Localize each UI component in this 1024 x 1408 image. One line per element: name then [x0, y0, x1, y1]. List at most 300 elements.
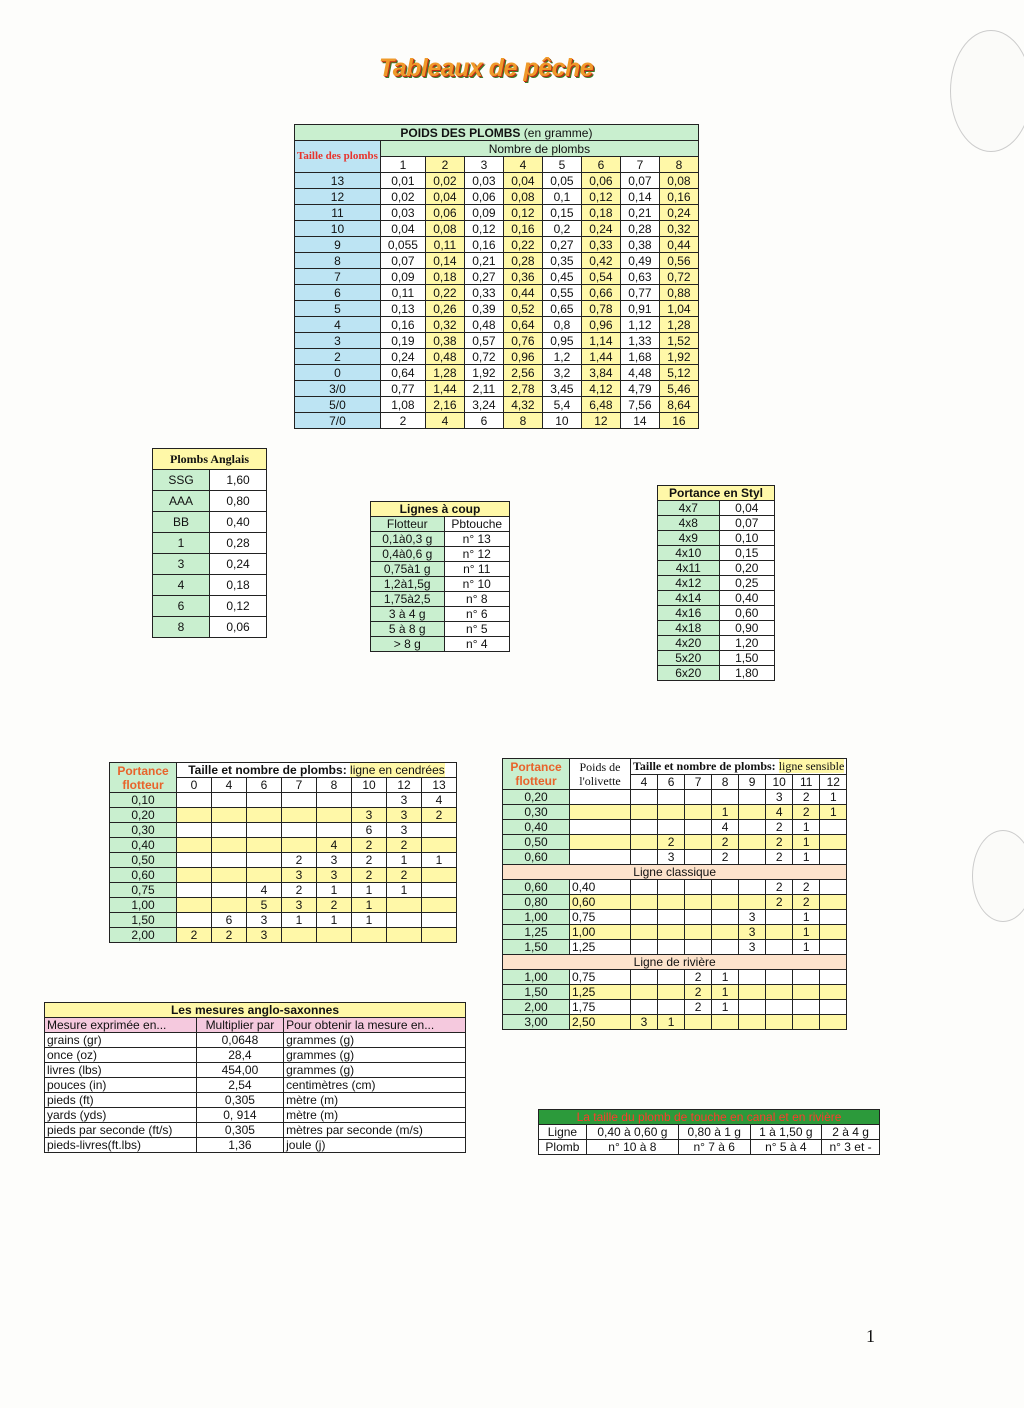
mesure-unit: pieds par seconde (ft/s): [45, 1123, 197, 1138]
sensible-value: [658, 940, 685, 955]
styl-size: 4x9: [658, 531, 720, 546]
coup-pbtouche: n° 8: [444, 592, 509, 607]
poids-value: 0,76: [503, 333, 542, 349]
poids-value: 0,11: [380, 285, 425, 301]
sensible-value: [712, 790, 739, 805]
sensible-value: [739, 790, 766, 805]
sensible-olivette: [570, 805, 631, 820]
cendrees-value: 1: [422, 853, 457, 868]
touche-plomb-value: n° 3 et -: [822, 1140, 880, 1155]
coup-row: [371, 637, 510, 652]
poids-value: 1,28: [425, 365, 464, 381]
poids-value: 0,64: [503, 317, 542, 333]
cendrees-portance: 0,20: [110, 808, 177, 823]
mesures-title: Les mesures anglo-saxonnes: [45, 1003, 466, 1018]
sensible-value: [766, 940, 793, 955]
sensible-portance: 0,60: [503, 850, 570, 865]
poids-row: [295, 173, 699, 189]
poids-value: 0,22: [503, 237, 542, 253]
anglais-title: Plombs Anglais: [153, 449, 267, 470]
poids-value: 0,14: [620, 189, 659, 205]
coup-pbtouche: n° 11: [444, 562, 509, 577]
poids-value: 7,56: [620, 397, 659, 413]
cendrees-table: [109, 762, 457, 943]
cendrees-value: 2: [317, 898, 352, 913]
poids-value: 0,16: [659, 189, 698, 205]
anglais-row: [153, 533, 267, 554]
poids-row: [295, 237, 699, 253]
poids-value: 1,33: [620, 333, 659, 349]
cendrees-value: [177, 823, 212, 838]
poids-value: 0,78: [581, 301, 620, 317]
plomb-size: 7/0: [295, 413, 381, 429]
poids-row: [295, 333, 699, 349]
cendrees-value: [247, 808, 282, 823]
cendrees-value: [422, 868, 457, 883]
sensible-value: 1: [820, 805, 847, 820]
mesure-factor: 2,54: [196, 1078, 283, 1093]
sensible-portance: 0,50: [503, 835, 570, 850]
sensible-portance: 2,00: [503, 1000, 570, 1015]
sensible-value: 1: [712, 1000, 739, 1015]
mesure-factor: 454,00: [196, 1063, 283, 1078]
styl-size: 4x18: [658, 621, 720, 636]
cendrees-value: [422, 883, 457, 898]
poids-value: 0,39: [464, 301, 503, 317]
mesures-header-0: Mesure exprimée en...: [45, 1018, 197, 1033]
cendrees-portance: 0,75: [110, 883, 177, 898]
cendrees-value: 3: [387, 808, 422, 823]
sensible-value: [712, 1015, 739, 1030]
poids-row: [295, 189, 699, 205]
cendrees-portance: 0,60: [110, 868, 177, 883]
cendrees-value: [247, 853, 282, 868]
cendrees-value: [177, 898, 212, 913]
cendrees-value: 2: [352, 838, 387, 853]
cendrees-value: 3: [387, 823, 422, 838]
sensible-value: [712, 880, 739, 895]
poids-value: 0,03: [464, 173, 503, 189]
poids-row: [295, 253, 699, 269]
sensible-value: [739, 820, 766, 835]
anglais-weight: 0,28: [210, 533, 267, 554]
sensible-value: [739, 880, 766, 895]
poids-value: 0,06: [425, 205, 464, 221]
section-ligne-riviere: Ligne de rivière: [503, 955, 847, 970]
cendrees-row: [110, 868, 457, 883]
sensible-value: 3: [766, 790, 793, 805]
cendrees-value: [282, 838, 317, 853]
sensible-value: [739, 985, 766, 1000]
sensible-value: [685, 835, 712, 850]
cendrees-value: [177, 913, 212, 928]
cendrees-col-header: 6: [247, 778, 282, 793]
sensible-value: [739, 850, 766, 865]
sensible-value: [820, 970, 847, 985]
poids-value: 0,66: [581, 285, 620, 301]
sensible-olivette: 0,40: [570, 880, 631, 895]
cendrees-value: 3: [282, 898, 317, 913]
sensible-value: [820, 925, 847, 940]
cendrees-value: [387, 913, 422, 928]
styl-size: 4x20: [658, 636, 720, 651]
mesure-unit: pieds (ft): [45, 1093, 197, 1108]
sensible-row: [503, 1015, 847, 1030]
sensible-olivette: [570, 820, 631, 835]
cendrees-row: [110, 793, 457, 808]
sensible-value: [820, 1015, 847, 1030]
sensible-value: 2: [793, 880, 820, 895]
cendrees-row: [110, 823, 457, 838]
poids-value: 3,24: [464, 397, 503, 413]
sensible-value: [631, 790, 658, 805]
anglais-size: 1: [153, 533, 210, 554]
anglais-row: [153, 575, 267, 596]
sensible-value: [712, 895, 739, 910]
sensible-value: 2: [685, 970, 712, 985]
styl-row: [658, 621, 775, 636]
sensible-portance: 0,60: [503, 880, 570, 895]
styl-value: 0,60: [719, 606, 774, 621]
poids-value: 0,08: [659, 173, 698, 189]
plomb-size: 8: [295, 253, 381, 269]
poids-value: 0,95: [542, 333, 581, 349]
sensible-value: [712, 910, 739, 925]
sensible-value: [658, 970, 685, 985]
styl-size: 4x8: [658, 516, 720, 531]
mesure-target: joule (j): [284, 1138, 466, 1153]
poids-value: 0,49: [620, 253, 659, 269]
scan-margin-mark: [950, 30, 1024, 152]
count-header: 7: [620, 157, 659, 173]
poids-value: 0,64: [380, 365, 425, 381]
sensible-value: [820, 835, 847, 850]
styl-row: [658, 576, 775, 591]
poids-value: 0,02: [425, 173, 464, 189]
sensible-portance: 1,00: [503, 910, 570, 925]
styl-row: [658, 636, 775, 651]
sensible-value: [820, 985, 847, 1000]
poids-value: 0,33: [464, 285, 503, 301]
coup-pbtouche: n° 12: [444, 547, 509, 562]
poids-value: 3,2: [542, 365, 581, 381]
coup-flotteur: > 8 g: [371, 637, 445, 652]
sensible-corner: Portance flotteur: [503, 759, 570, 790]
mesures-row: [45, 1138, 466, 1153]
sensible-value: [820, 895, 847, 910]
poids-value: 0,02: [380, 189, 425, 205]
cendrees-value: [212, 898, 247, 913]
sensible-value: 2: [766, 850, 793, 865]
sensible-value: [631, 925, 658, 940]
sensible-value: [631, 985, 658, 1000]
anglais-size: SSG: [153, 470, 210, 491]
sensible-value: [685, 895, 712, 910]
styl-size: 4x11: [658, 561, 720, 576]
poids-title: POIDS DES PLOMBS (en gramme): [295, 125, 699, 141]
coup-flotteur: 0,4à0,6 g: [371, 547, 445, 562]
cendrees-value: 2: [387, 838, 422, 853]
styl-value: 0,07: [719, 516, 774, 531]
coup-flotteur: 1,75à2,5: [371, 592, 445, 607]
poids-value: 1,08: [380, 397, 425, 413]
poids-value: 8: [503, 413, 542, 429]
styl-value: 1,50: [719, 651, 774, 666]
mesure-factor: 0,305: [196, 1123, 283, 1138]
sensible-value: [766, 910, 793, 925]
anglais-weight: 1,60: [210, 470, 267, 491]
cendrees-value: 2: [282, 853, 317, 868]
poids-value: 0,96: [503, 349, 542, 365]
cendrees-value: [422, 928, 457, 943]
poids-value: 0,65: [542, 301, 581, 317]
poids-value: 0,27: [542, 237, 581, 253]
cendrees-portance: 0,10: [110, 793, 177, 808]
sensible-row: [503, 970, 847, 985]
sensible-portance: 1,50: [503, 985, 570, 1000]
mesure-target: grammes (g): [284, 1033, 466, 1048]
sensible-title: Taille et nombre de plombs: ligne sensible: [631, 759, 847, 775]
poids-row: [295, 413, 699, 429]
sensible-value: [685, 805, 712, 820]
sensible-value: 3: [739, 925, 766, 940]
sensible-value: 3: [739, 910, 766, 925]
mesure-target: grammes (g): [284, 1063, 466, 1078]
sensible-value: 1: [658, 1015, 685, 1030]
sensible-col-header: 8: [712, 775, 739, 790]
poids-value: 12: [581, 413, 620, 429]
cendrees-portance: 2,00: [110, 928, 177, 943]
cendrees-value: [422, 823, 457, 838]
sensible-olivette: 2,50: [570, 1015, 631, 1030]
styl-row: [658, 531, 775, 546]
poids-value: 0,07: [380, 253, 425, 269]
cendrees-value: 5: [247, 898, 282, 913]
sensible-value: [685, 880, 712, 895]
poids-value: 0,07: [620, 173, 659, 189]
sensible-value: 2: [685, 1000, 712, 1015]
poids-value: 0,12: [503, 205, 542, 221]
poids-value: 0,12: [581, 189, 620, 205]
sensible-value: 2: [793, 805, 820, 820]
poids-value: 0,56: [659, 253, 698, 269]
poids-row: [295, 365, 699, 381]
cendrees-value: [177, 793, 212, 808]
cendrees-value: [387, 928, 422, 943]
mesure-unit: yards (yds): [45, 1108, 197, 1123]
sensible-portance: 0,40: [503, 820, 570, 835]
poids-value: 10: [542, 413, 581, 429]
poids-value: 0,57: [464, 333, 503, 349]
mesure-unit: livres (lbs): [45, 1063, 197, 1078]
poids-value: 0,28: [620, 221, 659, 237]
cendrees-col-header: 13: [422, 778, 457, 793]
styl-row: [658, 666, 775, 681]
styl-row: [658, 501, 775, 516]
poids-value: 0,52: [503, 301, 542, 317]
sensible-value: 1: [712, 985, 739, 1000]
poids-value: 0,1: [542, 189, 581, 205]
poids-value: 0,04: [503, 173, 542, 189]
plomb-size: 12: [295, 189, 381, 205]
cendrees-value: 3: [352, 808, 387, 823]
touche-title: La taille du plomb de touche en canal et en rivière: [539, 1110, 880, 1125]
poids-plombs-table: [294, 124, 699, 429]
cendrees-value: [212, 853, 247, 868]
anglais-row: [153, 491, 267, 512]
count-header: 4: [503, 157, 542, 173]
sensible-value: [793, 1015, 820, 1030]
styl-row: [658, 516, 775, 531]
sensible-row: [503, 805, 847, 820]
poids-value: 0,16: [503, 221, 542, 237]
sensible-value: 1: [793, 910, 820, 925]
sensible-col-header: 9: [739, 775, 766, 790]
cendrees-value: [247, 868, 282, 883]
plomb-touche-table: [538, 1109, 880, 1155]
poids-value: 5,4: [542, 397, 581, 413]
cendrees-row: [110, 898, 457, 913]
cendrees-value: 2: [352, 853, 387, 868]
cendrees-value: [177, 838, 212, 853]
sensible-value: [685, 940, 712, 955]
cendrees-value: 1: [282, 913, 317, 928]
sensible-col-header: 10: [766, 775, 793, 790]
poids-value: 0,18: [581, 205, 620, 221]
sensible-col-header: 12: [820, 775, 847, 790]
cendrees-value: 3: [317, 868, 352, 883]
sensible-value: [712, 940, 739, 955]
cendrees-value: [247, 838, 282, 853]
poids-value: 0,2: [542, 221, 581, 237]
poids-value: 0,22: [425, 285, 464, 301]
styl-value: 0,20: [719, 561, 774, 576]
portance-styl-table: [657, 485, 775, 681]
sensible-value: [685, 925, 712, 940]
coup-row: [371, 562, 510, 577]
sensible-value: [631, 850, 658, 865]
cendrees-value: [247, 823, 282, 838]
sensible-value: 1: [793, 820, 820, 835]
cendrees-value: 1: [387, 853, 422, 868]
sensible-value: [685, 1015, 712, 1030]
sensible-olivette: 0,75: [570, 910, 631, 925]
mesure-factor: 28,4: [196, 1048, 283, 1063]
sensible-value: 1: [820, 790, 847, 805]
poids-value: 0,77: [620, 285, 659, 301]
poids-value: 0,27: [464, 269, 503, 285]
sensible-value: [820, 880, 847, 895]
sensible-value: 2: [685, 985, 712, 1000]
poids-value: 1,44: [425, 381, 464, 397]
sensible-value: 2: [793, 895, 820, 910]
sensible-value: [766, 925, 793, 940]
cendrees-value: [212, 868, 247, 883]
sensible-value: 2: [766, 880, 793, 895]
cendrees-col-header: 8: [317, 778, 352, 793]
sensible-portance: 1,00: [503, 970, 570, 985]
sensible-portance: 3,00: [503, 1015, 570, 1030]
sensible-olivette: 0,60: [570, 895, 631, 910]
cendrees-portance: 0,40: [110, 838, 177, 853]
sensible-value: 3: [631, 1015, 658, 1030]
sensible-value: [793, 970, 820, 985]
poids-value: 0,28: [503, 253, 542, 269]
styl-value: 0,10: [719, 531, 774, 546]
lignes-a-coup-table: [370, 501, 510, 652]
cendrees-row: [110, 913, 457, 928]
mesure-unit: pouces (in): [45, 1078, 197, 1093]
sensible-value: [631, 835, 658, 850]
cendrees-row: [110, 853, 457, 868]
mesure-factor: 1,36: [196, 1138, 283, 1153]
sensible-value: [631, 820, 658, 835]
poids-value: 0,06: [581, 173, 620, 189]
poids-value: 6,48: [581, 397, 620, 413]
anglais-weight: 0,40: [210, 512, 267, 533]
anglais-size: 8: [153, 617, 210, 638]
mesure-unit: pieds-livres(ft.lbs): [45, 1138, 197, 1153]
anglais-weight: 0,80: [210, 491, 267, 512]
sensible-value: [820, 940, 847, 955]
poids-value: 0,45: [542, 269, 581, 285]
sensible-value: [766, 985, 793, 1000]
touche-ligne-label: Ligne: [539, 1125, 587, 1140]
coup-row: [371, 577, 510, 592]
anglais-row: [153, 470, 267, 491]
mesure-target: grammes (g): [284, 1048, 466, 1063]
cendrees-value: [352, 793, 387, 808]
sensible-poids-label: Poids de l'olivette: [570, 759, 631, 790]
mesure-factor: 0, 914: [196, 1108, 283, 1123]
styl-value: 0,90: [719, 621, 774, 636]
sensible-value: [739, 805, 766, 820]
cendrees-col-header: 7: [282, 778, 317, 793]
styl-title: Portance en Styl: [658, 486, 775, 501]
sensible-value: 1: [793, 835, 820, 850]
cendrees-value: [212, 838, 247, 853]
mesures-row: [45, 1108, 466, 1123]
sensible-value: [793, 985, 820, 1000]
sensible-value: 4: [712, 820, 739, 835]
styl-row: [658, 546, 775, 561]
poids-value: 0,24: [380, 349, 425, 365]
sensible-value: [658, 925, 685, 940]
poids-value: 0,04: [380, 221, 425, 237]
sensible-col-header: 6: [658, 775, 685, 790]
sensible-olivette: 0,75: [570, 970, 631, 985]
poids-value: 0,54: [581, 269, 620, 285]
poids-row: [295, 397, 699, 413]
poids-value: 0,44: [503, 285, 542, 301]
sensible-value: [685, 850, 712, 865]
styl-size: 4x14: [658, 591, 720, 606]
sensible-value: [766, 970, 793, 985]
sensible-value: [631, 1000, 658, 1015]
sensible-value: 2: [766, 835, 793, 850]
coup-row: [371, 607, 510, 622]
cendrees-value: [422, 913, 457, 928]
poids-value: 0,15: [542, 205, 581, 221]
sensible-row: [503, 925, 847, 940]
cendrees-value: [422, 898, 457, 913]
cendrees-row: [110, 928, 457, 943]
sensible-value: [685, 820, 712, 835]
styl-value: 1,80: [719, 666, 774, 681]
cendrees-value: 2: [212, 928, 247, 943]
poids-value: 1,12: [620, 317, 659, 333]
sensible-olivette: [570, 850, 631, 865]
